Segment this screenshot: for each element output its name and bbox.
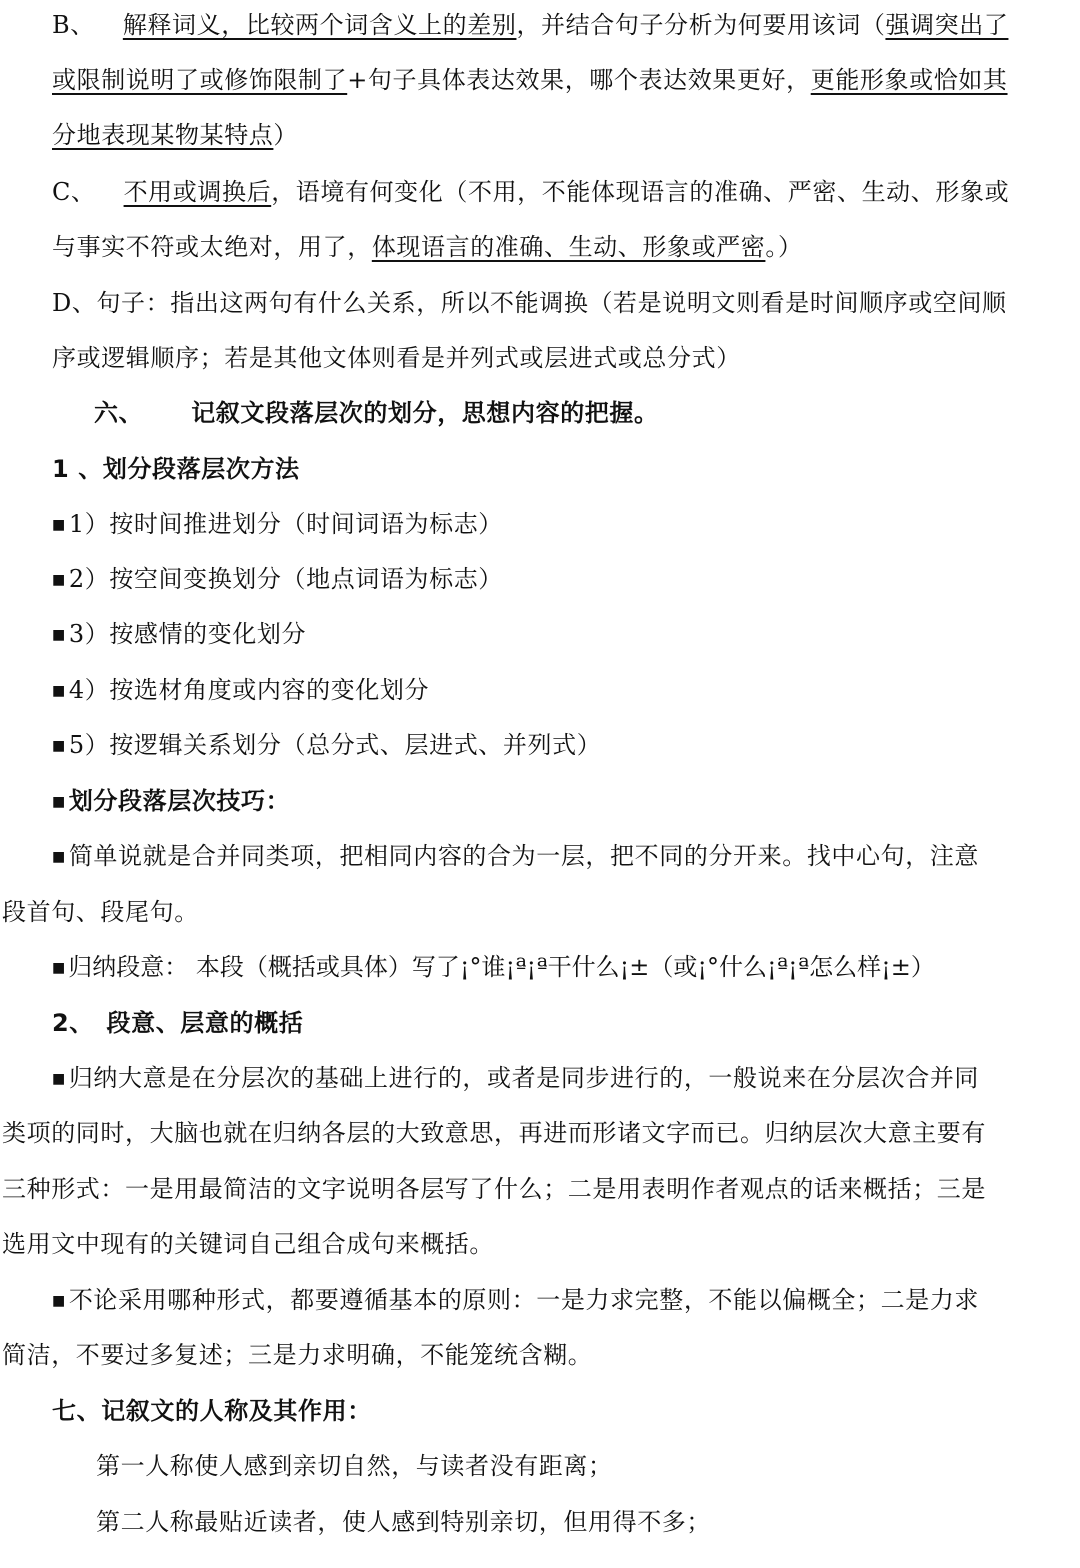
section-c-line-1 [52,180,1009,204]
summary-paragraph-1-line-3: 三种形式：一是用最简洁的文字说明各层写了什么；二是用表明作者观点的话来概括；三是 [2,1175,986,1203]
text-run: 。） [765,233,803,261]
text-run: 归纳大意是在分层次的基础上进行的，或者是同步进行的，一般说来在分层次合并同 [68,1064,980,1092]
text-run: ，并结合句子分析为何要用该词（ [516,11,886,39]
text-run: 与事实不符或太绝对，用了， [52,233,372,261]
heading-six-title: 记叙文段落层次的划分，思想内容的把握。 [191,399,659,427]
underlined-phrase: 更能形象或恰如其 [810,66,1008,94]
heading-seven: 七、记叙文的人称及其作用： [52,1397,372,1425]
list-item-text: 2）按空间变换划分（地点词语为标志） [68,565,503,593]
tips-paragraph-1-line-2: 段首句、段尾句。 [2,898,199,926]
text-run: ，语境有何变化（不用，不能体现语言的准确、严密、生动、形象或 [271,178,1010,206]
bullet-icon: ■ [52,849,66,865]
bullet-icon: ■ [52,960,66,976]
section-b-line-2 [52,68,1008,92]
text-run: 简单说就是合并同类项，把相同内容的合为一层，把不同的分开来。找中心句，注意 [68,842,980,870]
underlined-phrase: 分地表现某物某特点 [52,121,274,149]
first-person-line: 第一人称使人感到亲切自然，与读者没有距离； [96,1452,613,1480]
underlined-phrase: 或限制说明了或修饰限制了 [52,66,348,94]
underlined-phrase: 强调突出了 [885,11,1009,39]
section-b-label: B、 [52,11,95,39]
bullet-icon: ■ [52,517,66,533]
section-b-line-1 [52,13,1008,37]
second-person-line: 第二人称最贴近读者，使人感到特别亲切，但用得不多； [96,1508,711,1536]
list-item-text: 1）按时间推进划分（时间词语为标志） [68,510,503,538]
heading-six [94,401,659,425]
summary-paragraph-1-line-2: 类项的同时，大脑也就在归纳各层的大致意思，再进而形诸文字而已。归纳层次大意主要有 [2,1119,986,1147]
heading-six-number: 六、 [94,399,144,427]
tips-paragraph-1-line-1 [52,844,979,868]
list-item [52,622,306,646]
section-b-line-3 [52,123,298,147]
subheading-two: 2、 段意、层意的概括 [52,1009,304,1037]
subheading-one: 1 、划分段落层次方法 [52,455,300,483]
text-run: 归纳段意： 本段（概括或具体）写了¡°谁¡ª¡ª干什么¡±（或¡°什么¡ª¡ª怎么样¡±） [68,953,935,981]
list-item-text: 5）按逻辑关系划分（总分式、层进式、并列式） [68,731,602,759]
summary-paragraph-2-line-1 [52,1288,979,1312]
text-run: +句子具体表达效果，哪个表达效果更好， [347,66,811,94]
list-item [52,567,503,591]
summary-paragraph-1-line-4: 选用文中现有的关键词自己组合成句来概括。 [2,1230,494,1258]
underlined-phrase: 体现语言的准确、生动、形象或严密 [371,233,766,261]
section-d-line-2: 序或逻辑顺序；若是其他文体则看是并列式或层进式或总分式） [52,344,741,372]
bullet-icon: ■ [52,572,66,588]
list-item-text: 3）按感情的变化划分 [68,620,307,648]
bullet-icon: ■ [52,1293,66,1309]
list-item [52,512,503,536]
tips-paragraph-2 [52,955,935,979]
summary-paragraph-2-line-2: 简洁，不要过多复述；三是力求明确，不能笼统含糊。 [2,1341,593,1369]
section-c-label: C、 [52,178,96,206]
bullet-icon: ■ [52,738,66,754]
bullet-icon: ■ [52,1071,66,1087]
bullet-icon: ■ [52,627,66,643]
tips-title: 划分段落层次技巧： [68,787,291,815]
text-run: 不论采用哪种形式，都要遵循基本的原则：一是力求完整，不能以偏概全；二是力求 [68,1286,980,1314]
section-d-line-1: D、句子：指出这两句有什么关系，所以不能调换（若是说明文则看是时间顺序或空间顺 [52,289,1007,317]
section-c-line-2 [52,235,803,259]
bullet-icon: ■ [52,794,66,810]
list-item-text: 4）按选材角度或内容的变化划分 [68,676,430,704]
list-item [52,678,429,702]
summary-paragraph-1-line-1 [52,1066,979,1090]
underlined-phrase: 解释词义，比较两个词含义上的差别 [122,11,517,39]
tips-heading [52,789,290,813]
bullet-icon: ■ [52,683,66,699]
text-run: ） [273,121,299,149]
list-item [52,733,601,757]
underlined-phrase: 不用或调换后 [123,178,272,206]
